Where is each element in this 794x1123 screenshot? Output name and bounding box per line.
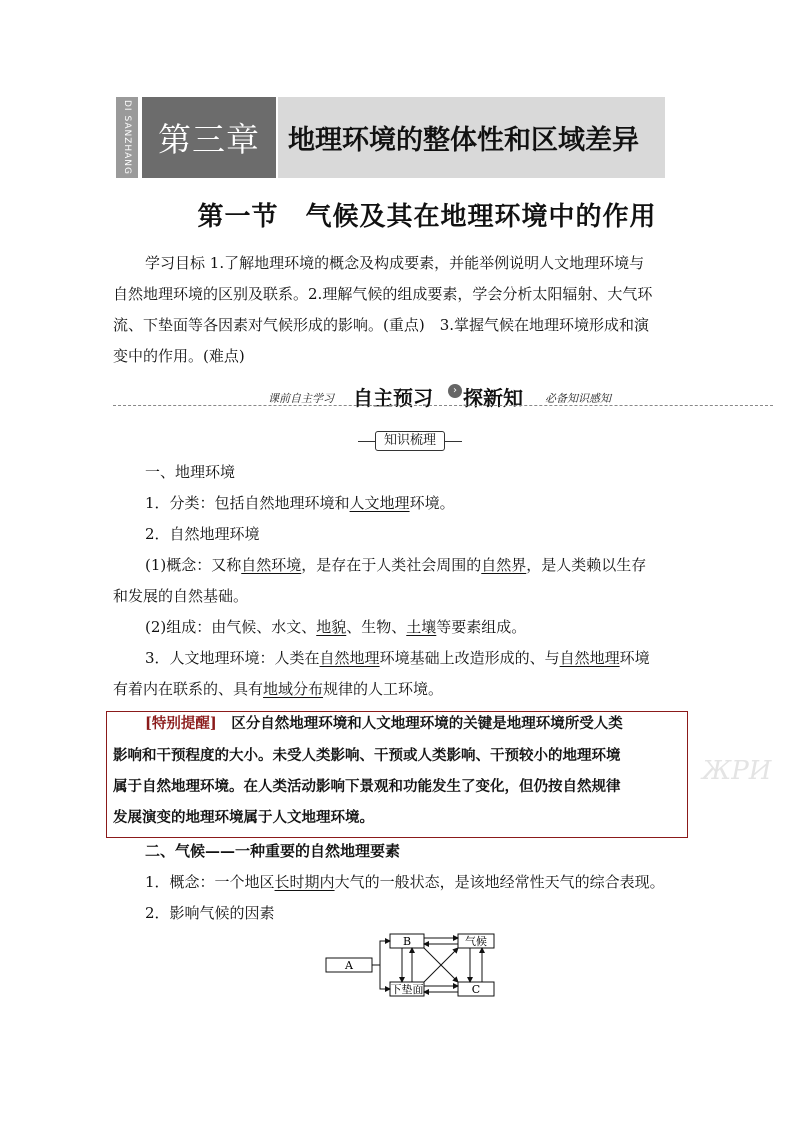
chapter-title: 地理环境的整体性和区域差异	[288, 125, 639, 156]
s2-item1: 1．概念：一个地区长时期内大气的一般状态，是该地经常性天气的综合表现。	[145, 873, 665, 891]
watermark: ЖРИ	[702, 756, 772, 786]
objectives-label: 学习目标	[145, 254, 206, 272]
label-b: B	[402, 935, 412, 948]
objectives-block	[113, 248, 681, 372]
chapter-side-tag: DI SANZHANG	[116, 97, 138, 178]
objectives-line4: 变中的作用。(难点)	[113, 347, 245, 365]
special-note-text: [特别提醒] 区分自然地理环境和人文地理环境的关键是地理环境所受人类 影响和干预程度的大小。未受人类影响、干预或人类影响、干预较小的地理环境 属于自然地理环境。在人类活动影响下景观和功能发生了变化，但仍按自然规律 发展演变的地理环境属于人文地理环境。	[113, 715, 623, 826]
knowledge-tag-label: 知识梳理	[375, 431, 445, 451]
s2-item2: 2．影响气候的因素	[145, 904, 275, 922]
strip-arrow-icon: ›	[448, 384, 462, 398]
label-surface: 下垫面	[390, 983, 424, 996]
knowledge-tag	[358, 430, 462, 452]
climate-factors-diagram	[320, 928, 500, 1000]
objectives-line2: 自然地理环境的区别及联系。2.理解气候的组成要素，学会分析太阳辐射、大气环	[113, 285, 653, 303]
strip-title-2: 探新知	[463, 386, 523, 410]
s1-concept-line2: 和发展的自然基础。	[113, 587, 249, 605]
s1-item3-line2: 有着内在联系的、具有地域分布规律的人工环境。	[113, 680, 444, 698]
strip-title-1: 自主预习	[353, 386, 433, 410]
objectives-line1: 1.了解地理环境的概念及构成要素，并能举例说明人文地理环境与	[209, 254, 645, 272]
s1-item2: 2．自然地理环境	[145, 525, 260, 543]
label-climate: 气候	[465, 935, 487, 948]
s1-heading: 一、地理环境	[145, 463, 236, 481]
label-a: A	[345, 959, 353, 972]
s1-composition: (2)组成：由气候、水文、地貌、生物、土壤等要素组成。	[145, 618, 527, 636]
strip-left-text: 课前自主学习	[268, 392, 334, 405]
objectives-line3: 流、下垫面等各因素对气候形成的影响。(重点) 3.掌握气候在地理环境形成和演	[113, 316, 650, 334]
section1	[113, 457, 681, 705]
s2-heading: 二、气候——一种重要的自然地理要素	[145, 842, 401, 860]
note-label: [特别提醒]	[145, 715, 217, 732]
strip-divider	[113, 405, 773, 406]
s1-item1: 1．分类：包括自然地理环境和人文地理环境。	[145, 494, 455, 512]
chapter-number: 第三章	[158, 120, 260, 159]
label-c: C	[471, 983, 481, 996]
chapter-number-box	[142, 97, 276, 178]
s1-concept: (1)概念：又称自然环境，是存在于人类社会周围的自然界，是人类赖以生存	[145, 556, 647, 574]
chapter-title-box	[278, 97, 665, 178]
strip-right-text: 必备知识感知	[545, 392, 611, 405]
section2	[113, 836, 681, 929]
diagram-svg	[320, 928, 500, 1000]
section-title: 第一节 气候及其在地理环境中的作用	[197, 202, 657, 232]
s1-item3: 3．人文地理环境：人类在自然地理环境基础上改造形成的、与自然地理环境	[145, 649, 650, 667]
